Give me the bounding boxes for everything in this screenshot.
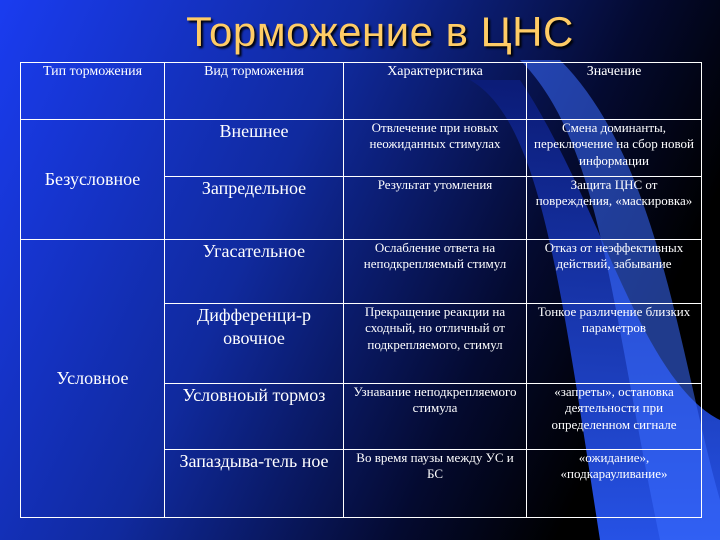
kind-cell: Дифференци-р овочное xyxy=(165,304,344,384)
kind-cell: Запредельное xyxy=(165,177,344,240)
characteristic-cell: Во время паузы между УС и БС xyxy=(344,450,527,518)
type-cell: Условное xyxy=(21,240,165,518)
type-cell: Безусловное xyxy=(21,120,165,240)
header-characteristic: Характеристика xyxy=(344,63,527,120)
kind-cell: Условноый тормоз xyxy=(165,384,344,450)
meaning-cell: «ожидание», «подкарауливание» xyxy=(527,450,702,518)
kind-cell: Внешнее xyxy=(165,120,344,177)
header-kind: Вид торможения xyxy=(165,63,344,120)
meaning-cell: «запреты», остановка деятельности при определенном сигнале xyxy=(527,384,702,450)
table-row xyxy=(21,240,702,304)
inhibition-table xyxy=(20,62,702,518)
header-type: Тип торможения xyxy=(21,63,165,120)
table-header-row xyxy=(21,63,702,120)
characteristic-cell: Прекращение реакции на сходный, но отличный от подкрепляемого, стимул xyxy=(344,304,527,384)
characteristic-cell: Результат утомления xyxy=(344,177,527,240)
meaning-cell: Тонкое различение близких параметров xyxy=(527,304,702,384)
header-meaning: Значение xyxy=(527,63,702,120)
meaning-cell: Защита ЦНС от повреждения, «маскировка» xyxy=(527,177,702,240)
table-row xyxy=(21,120,702,177)
characteristic-cell: Отвлечение при новых неожиданных стимулах xyxy=(344,120,527,177)
characteristic-cell: Ослабление ответа на неподкрепляемый стимул xyxy=(344,240,527,304)
page-title: Торможение в ЦНС xyxy=(186,8,574,55)
characteristic-cell: Узнавание неподкрепляемого стимула xyxy=(344,384,527,450)
meaning-cell: Отказ от неэффективных действий, забывание xyxy=(527,240,702,304)
kind-cell: Запаздыва-тель ное xyxy=(165,450,344,518)
kind-cell: Угасательное xyxy=(165,240,344,304)
meaning-cell: Смена доминанты, переключение на сбор новой информации xyxy=(527,120,702,177)
